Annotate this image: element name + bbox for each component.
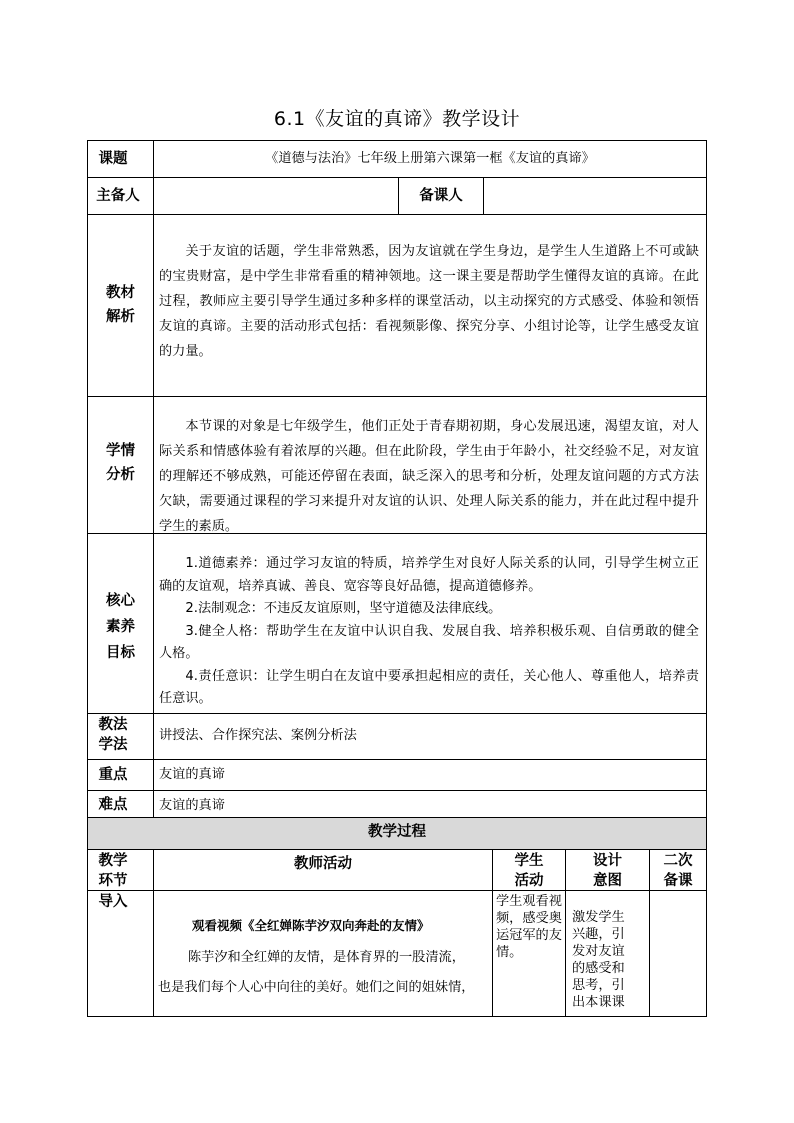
- learner-analysis-label-line2: 分析: [106, 467, 135, 483]
- core-goal-item: 4.责任意识：让学生明白在友谊中要承担起相应的责任，关心他人、尊重他人，培养责任意识。: [159, 668, 699, 706]
- material-analysis-text: [159, 239, 699, 364]
- col-line: [483, 177, 484, 214]
- core-goal-item: 2.法制观念：不违反友谊原则，坚守道德及法律底线。: [185, 601, 502, 616]
- process-col-stage-line2: 环节: [98, 873, 128, 889]
- process-col-stage: [88, 851, 138, 891]
- process-col-design: [566, 851, 649, 891]
- core-goal-item: 3.健全人格：帮助学生在友谊中认识自我、发展自我、培养积极乐观、自信勇敢的健全人格。: [159, 623, 699, 661]
- process-row-stage: 导入: [98, 894, 128, 910]
- row-line: [88, 177, 706, 178]
- core-goal-item: 1.道德素养：通过学习友谊的特质，培养学生对良好人际关系的认同，引导学生树立正确的友谊观，培养真诚、善良、宽容等良好品德，提高道德修养。: [159, 556, 699, 594]
- process-row-student: 学生观看视频，感受奥运冠军的友情。: [496, 894, 562, 960]
- process-col-second-line2: 备课: [663, 873, 693, 889]
- material-analysis-label-line1: 教材: [106, 285, 135, 301]
- document-title: 6.1《友谊的真谛》教学设计: [273, 108, 521, 130]
- process-col-teacher: 教师活动: [294, 856, 352, 872]
- row-line: [88, 849, 706, 850]
- col-line: [153, 141, 154, 817]
- process-col-student: [493, 851, 565, 891]
- process-row-teacher-line: 陈芋汐和全红婵的友情，是体育界的一股清流，: [188, 950, 465, 965]
- learner-analysis-text: [159, 414, 699, 539]
- row-line: [88, 790, 706, 791]
- material-analysis-label: [88, 281, 153, 329]
- material-analysis-paragraph: 关于友谊的话题，学生非常熟悉，因为友谊就在学生身边，是学生人生道路上不可或缺的宝贵财富，是中学生非常看重的精神领地。这一课主要是帮助学生懂得友谊的真谛。在此过程，教师应主要引导学生通过多种多样的课堂活动，以主动探究的方式感受、体验和领悟友谊的真谛。主要的活动形式包括：看视频影像、探究分享、小组讨论等，让学生感受友谊的力量。: [159, 244, 699, 359]
- co-preparer-label: 备课人: [419, 188, 463, 204]
- process-col-design-line1: 设计: [593, 853, 622, 869]
- process-col-student-line2: 活动: [514, 873, 544, 889]
- lesson-plan-table: [87, 140, 707, 1017]
- process-row-design: 激发学生兴趣，引发对友谊的感受和思考，引出本课课: [572, 910, 625, 1010]
- process-col-design-line2: 意图: [593, 873, 622, 889]
- process-col-stage-line1: 教学: [98, 853, 128, 869]
- core-goals-label-line1: 核心: [106, 593, 135, 609]
- process-col-second-line1: 二次: [663, 853, 693, 869]
- methods-label: [88, 715, 138, 755]
- process-row-teacher-heading: 观看视频《全红婵陈芋汐双向奔赴的友情》: [192, 918, 430, 933]
- methods-value: 讲授法、合作探究法、案例分析法: [159, 728, 357, 743]
- row-line: [88, 713, 706, 714]
- methods-label-line2: 学法: [98, 737, 128, 753]
- lead-preparer-label: 主备人: [96, 188, 140, 204]
- core-goals-text: [159, 553, 699, 711]
- row-line: [88, 396, 706, 397]
- process-heading: 教学过程: [368, 824, 426, 840]
- difficult-point-label: 难点: [98, 797, 128, 813]
- key-point-value: 友谊的真谛: [159, 767, 225, 782]
- key-point-label: 重点: [98, 767, 128, 783]
- course-label: 课题: [98, 151, 128, 167]
- core-goals-label: [88, 588, 153, 666]
- row-line: [88, 817, 706, 818]
- methods-label-line1: 教法: [98, 717, 128, 733]
- core-goals-label-line3: 目标: [106, 645, 135, 661]
- process-row-teacher-line: 也是我们每个人心中向往的美好。她们之间的姐妹情，: [158, 980, 475, 995]
- learner-analysis-label: [88, 439, 153, 487]
- course-value: 《道德与法治》七年级上册第六课第一框《友谊的真谛》: [265, 151, 595, 166]
- row-line: [88, 759, 706, 760]
- learner-analysis-label-line1: 学情: [106, 443, 135, 459]
- process-col-student-line1: 学生: [514, 853, 544, 869]
- row-line: [88, 214, 706, 215]
- material-analysis-label-line2: 解析: [106, 309, 135, 325]
- learner-analysis-paragraph: 本节课的对象是七年级学生，他们正处于青春期初期，身心发展迅速，渴望友谊，对人际关系和情感体验有着浓厚的兴趣。但在此阶段，学生由于年龄小，社交经验不足，对友谊的理解还不够成熟，可能还停留在表面，缺乏深入的思考和分析，处理友谊问题的方式方法欠缺，需要通过课程的学习来提升对友谊的认识、处理人际关系的能力，并在此过程中提升学生的素质。: [159, 419, 699, 534]
- process-col-second: [650, 851, 706, 891]
- core-goals-label-line2: 素养: [106, 619, 135, 635]
- difficult-point-value: 友谊的真谛: [159, 798, 225, 813]
